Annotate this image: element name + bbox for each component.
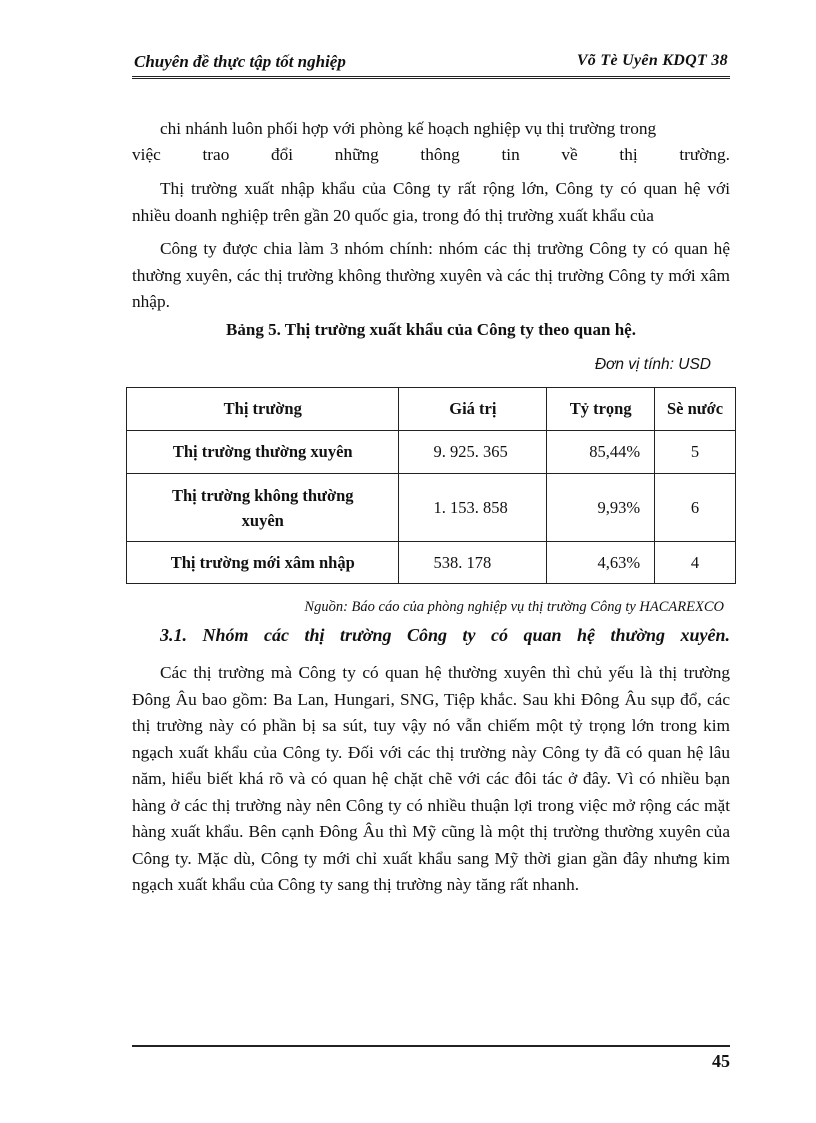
header-author: Võ Tè Uyên KDQT 38 [576,52,728,69]
section-body: Các thị trường mà Công ty có quan hệ thường xuyên thì chủ yếu là thị trường Đông Âu bao gồm: Ba Lan, Hungari, SNG, Tiệp khắc. Sau khi Đông Âu sụp đổ, các thị trường này có phần bị sa sút, tuy vậy nó vẫn chiếm một tỷ trọng lớn trong kim ngạch xuất khẩu của Công ty. Đối với các thị trường này Công ty đã có quan hệ lâu năm, hiểu biết khá rõ và có quan hệ chặt chẽ với các đôi tác ở đây. Vì có nhiều bạn hàng ở các thị trường này nên Công ty có nhiều thuận lợi trong việc mở rộng các mặt hàng xuất khẩu. Bên cạnh Đông Âu thì Mỹ cũng là một thị trường thường xuyên của Công ty. Mặc dù, Công ty mới chỉ xuất khẩu sang Mỹ thời gian gần đây nhưng kim ngạch xuất khẩu của Công ty sang thị trường này tăng rất nhanh. [132,663,730,894]
paragraph-1-line-2: việc trao đổi những thông tin về thị trường. [132,145,730,164]
export-market-table [126,387,736,584]
footer-divider [132,1045,730,1047]
share-cell: 4,63% [547,542,655,584]
market-cell: Thị trường thường xuyên [127,431,399,474]
page-header [132,50,730,79]
paragraph-1-line-1: chi nhánh luôn phối hợp với phòng kế hoạch nghiệp vụ thị trường trong [160,119,657,138]
column-header-market: Thị trường [127,388,399,431]
table-source: Nguồn: Báo cáo của phòng nghiệp vụ thị trường Công ty HACAREXCO [304,599,724,615]
table-header-row [127,388,736,431]
table-row [127,474,736,542]
share-cell: 85,44% [547,431,655,474]
table-caption: Bảng 5. Thị trường xuất khẩu của Công ty theo quan hệ. [226,320,636,339]
column-header-share: Tỷ trọng [547,388,655,431]
header-title: Chuyên đề thực tập tốt nghiệp [134,52,346,71]
market-cell: Thị trường không thường xuyên [127,474,399,542]
count-cell: 4 [655,542,736,584]
share-cell: 9,93% [547,474,655,542]
column-header-count: Sè nước [655,388,736,431]
table-row [127,542,736,584]
market-cell: Thị trường mới xâm nhập [127,542,399,584]
page-number: 45 [712,1051,730,1071]
table-row [127,431,736,474]
count-cell: 6 [655,474,736,542]
value-cell: 9. 925. 365 [399,431,547,474]
paragraph-3: Công ty được chia làm 3 nhóm chính: nhóm các thị trường Công ty có quan hệ thường xuyên, các thị trường không thường xuyên và các thị trường Công ty mới xâm nhập. [132,239,730,311]
value-cell: 538. 178 [399,542,547,584]
column-header-value: Giá trị [399,388,547,431]
table-unit: Đơn vị tính: USD [594,356,711,373]
value-cell: 1. 153. 858 [399,474,547,542]
section-heading: 3.1. Nhóm các thị trường Công ty có quan hệ thường xuyên. [160,625,730,645]
count-cell: 5 [655,431,736,474]
paragraph-2: Thị trường xuất nhập khẩu của Công ty rất rộng lớn, Công ty có quan hệ với nhiều doanh nghiệp trên gần 20 quốc gia, trong đó thị trường xuất khẩu của [132,179,730,225]
